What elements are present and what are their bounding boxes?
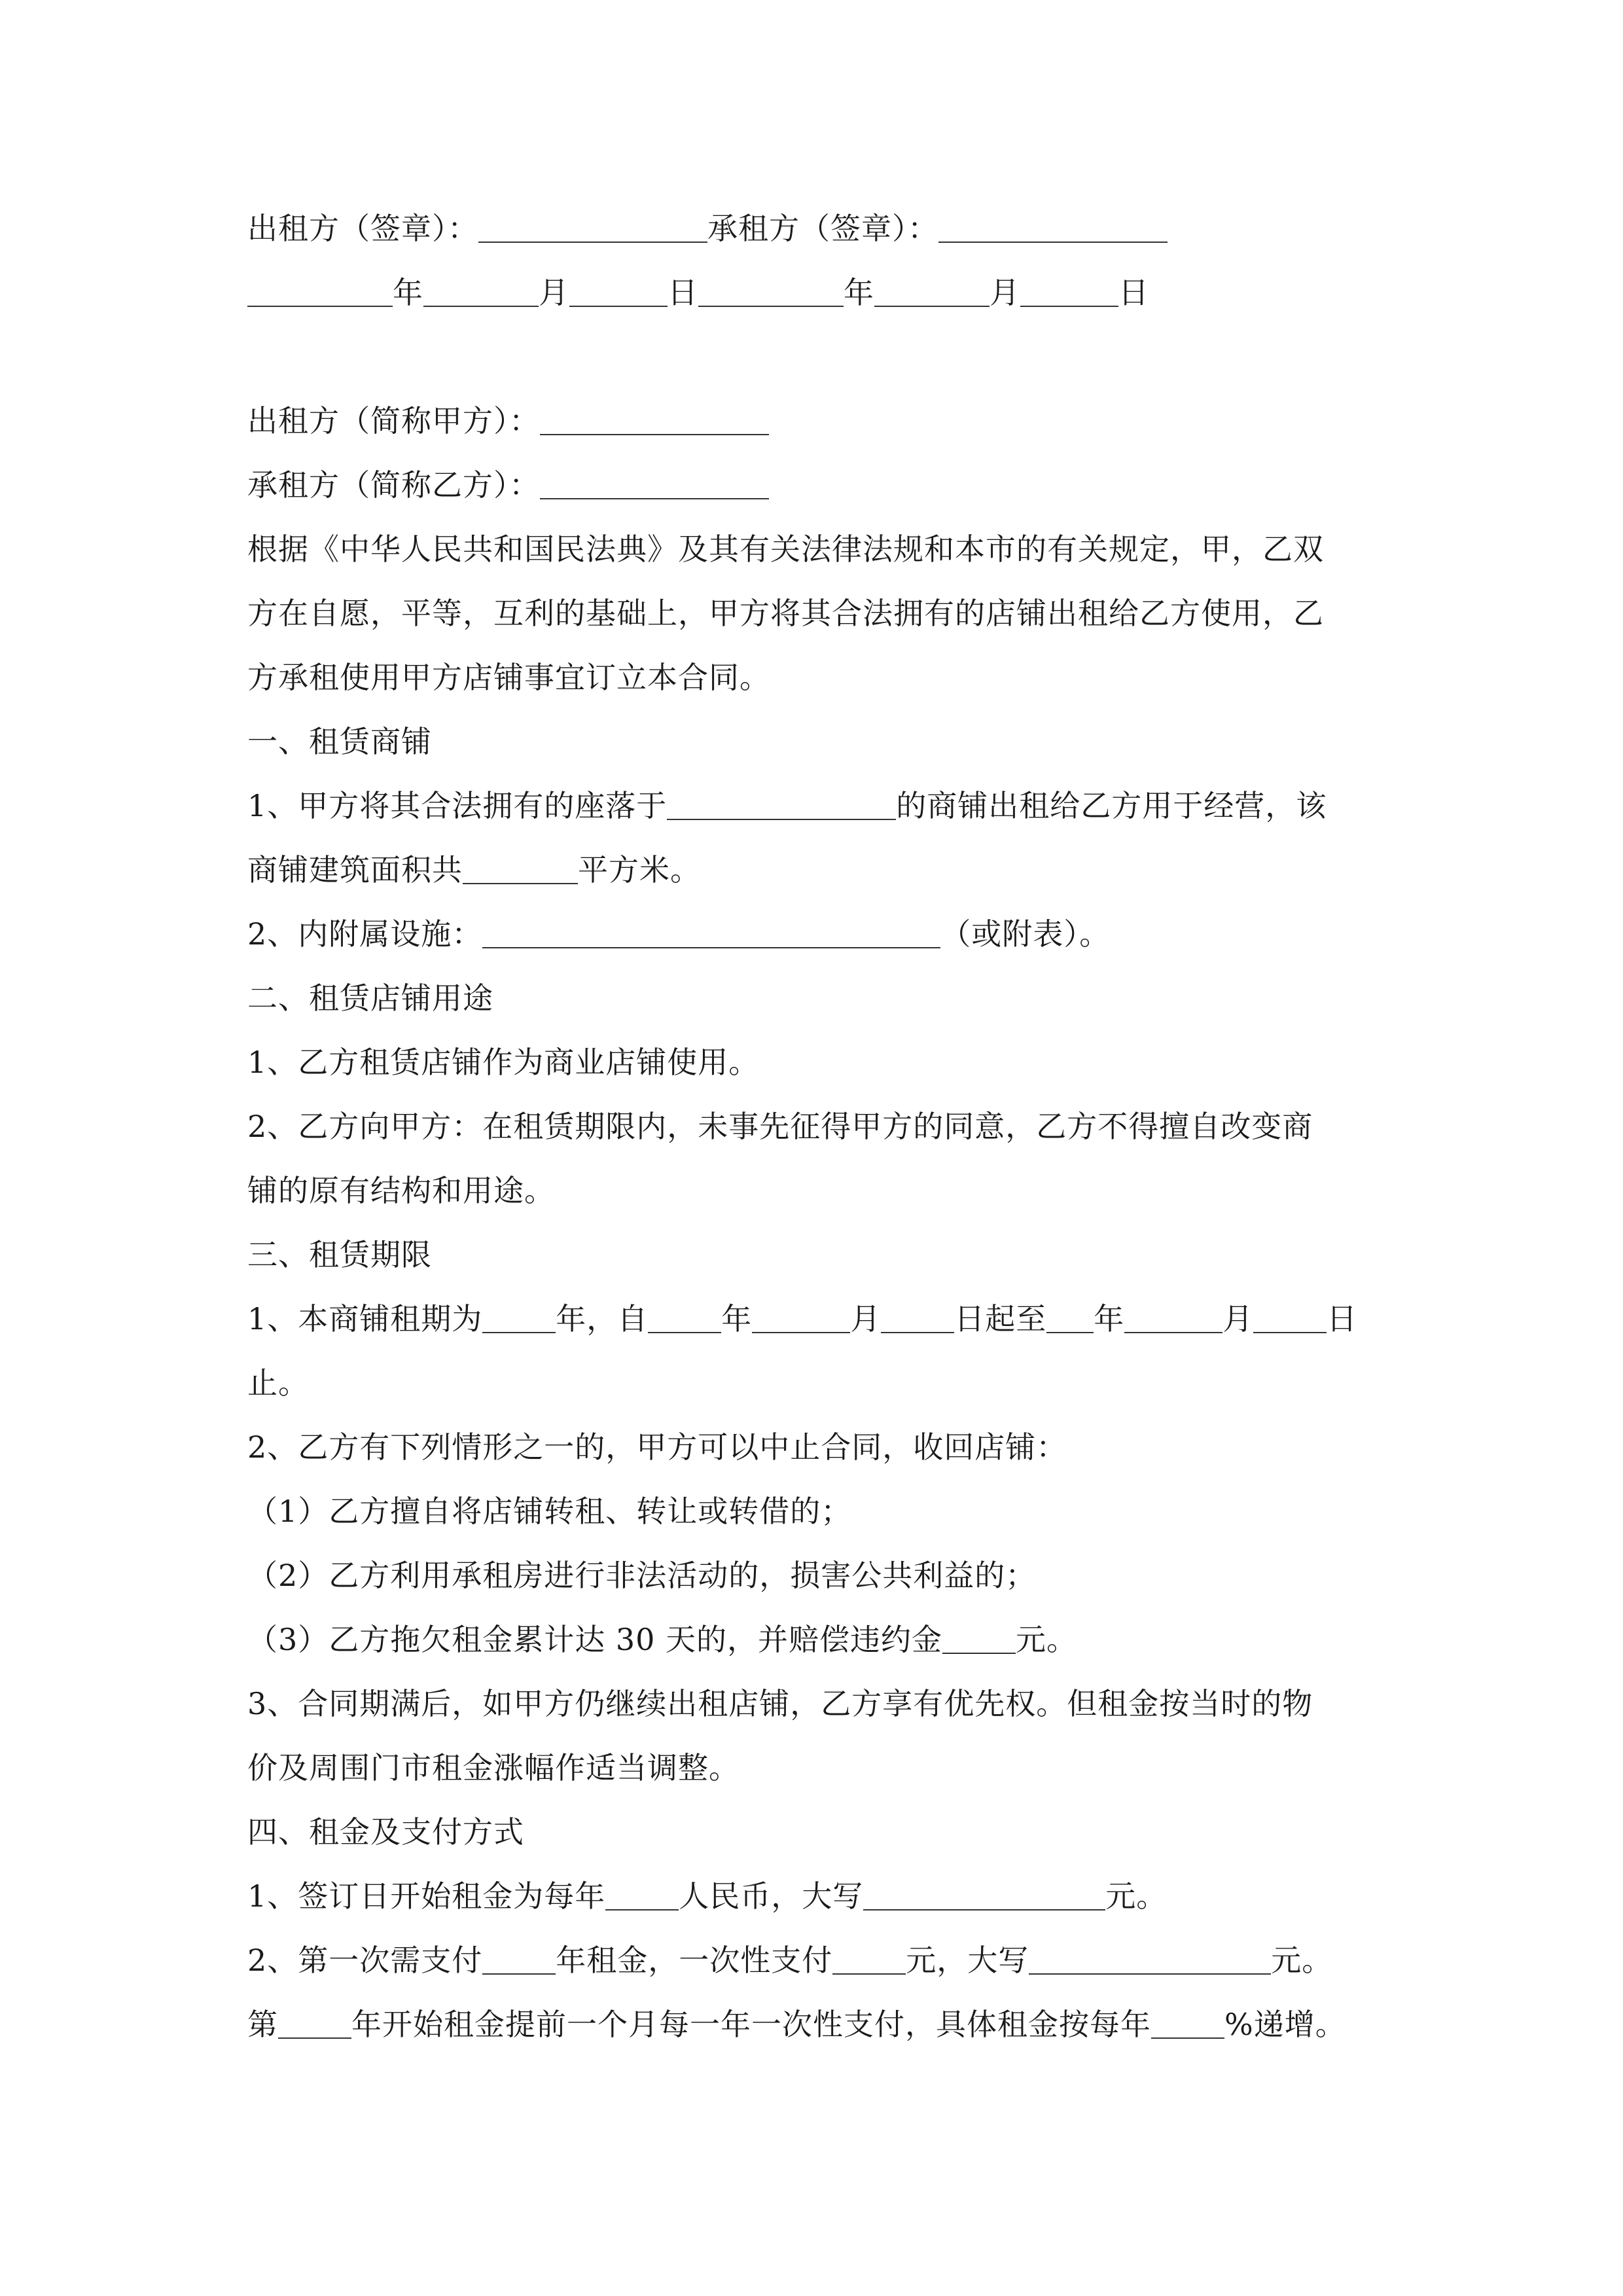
lessor-day-blank[interactable]	[569, 305, 668, 307]
clause-text: %递增。	[1224, 2007, 1346, 2042]
end-day-blank[interactable]	[1253, 1331, 1327, 1333]
clause-text: 年	[721, 1301, 753, 1336]
clause-text: 月	[850, 1301, 882, 1336]
clause-line	[247, 1864, 1399, 1928]
intro-line: 根据《中华人民共和国民法典》及其有关法律法规和本市的有关规定，甲，乙双	[247, 531, 1324, 567]
clause-text: 元。	[1271, 1943, 1333, 1978]
spacer	[247, 325, 1399, 389]
clause-line: 3、合同期满后，如甲方仍继续出租店铺，乙方享有优先权。但租金按当时的物	[247, 1686, 1313, 1721]
clause-text: 的商铺出租给乙方用于经营，该	[896, 788, 1327, 823]
facilities-blank[interactable]	[482, 946, 940, 948]
lessee-month-blank[interactable]	[874, 305, 990, 307]
clause-line	[247, 774, 1399, 838]
clause-line: 1、乙方租赁店铺作为商业店铺使用。	[247, 1045, 760, 1080]
clause-text: 2、第一次需支付	[247, 1943, 483, 1978]
lessor-signature-blank[interactable]	[478, 241, 707, 243]
clause-line: 铺的原有结构和用途。	[247, 1173, 555, 1208]
clause-text: 元。	[1016, 1622, 1078, 1657]
start-month-blank[interactable]	[752, 1331, 850, 1333]
party-lessor-row	[247, 389, 1399, 453]
clause-text: 2、内附属设施：	[247, 916, 483, 952]
rent-in-words-blank[interactable]	[863, 1909, 1105, 1910]
lessor-signature-label: 出租方（签章）：	[247, 211, 478, 246]
clause-line	[247, 1992, 1399, 2056]
clause-text: （或附表）。	[940, 916, 1111, 952]
clause-text: 元。	[1105, 1878, 1168, 1914]
clause-text: 元，大写	[906, 1943, 1029, 1978]
signature-row	[247, 196, 1399, 260]
date-year-label: 年	[393, 275, 423, 310]
sub-clause-line: （2）乙方利用承租房进行非法活动的，损害公共利益的；	[247, 1558, 1037, 1593]
sub-clause-line	[247, 1607, 1399, 1672]
section-title: 四、租金及支付方式	[247, 1814, 524, 1850]
date-day-label: 日	[668, 275, 698, 310]
party-lessor-label: 出租方（简称甲方）：	[247, 403, 540, 439]
first-payment-words-blank[interactable]	[1029, 1973, 1271, 1975]
clause-text: 日起至	[954, 1301, 1047, 1336]
contract-body	[247, 196, 1399, 2056]
clause-text: 人民币，大写	[679, 1878, 864, 1914]
clause-text: 日	[1327, 1301, 1358, 1336]
date-year-label-2: 年	[844, 275, 874, 310]
lessee-signature-blank[interactable]	[938, 241, 1168, 243]
clause-text: 年开始租金提前一个月每一年一次性支付，具体租金按每年	[351, 2007, 1151, 2042]
section-title: 二、租赁店铺用途	[247, 980, 493, 1016]
lessor-month-blank[interactable]	[423, 305, 539, 307]
date-month-label-2: 月	[990, 275, 1020, 310]
end-year-blank[interactable]	[1046, 1331, 1094, 1333]
section-title: 一、租赁商铺	[247, 724, 432, 759]
clause-text: 年租金，一次性支付	[556, 1943, 833, 1978]
intro-line: 方承租使用甲方店铺事宜订立本合同。	[247, 660, 770, 695]
clause-text: （3）乙方拖欠租金累计达 30 天的，并赔偿违约金	[247, 1622, 943, 1657]
clause-text: 商铺建筑面积共	[247, 852, 463, 888]
section-title: 三、租赁期限	[247, 1237, 432, 1272]
clause-line	[247, 1928, 1399, 1992]
clause-line	[247, 838, 1399, 902]
clause-line: 2、乙方有下列情形之一的，甲方可以中止合同，收回店铺：	[247, 1429, 1067, 1465]
clause-text: 1、本商铺租期为	[247, 1301, 483, 1336]
clause-text: 第	[247, 2007, 278, 2042]
date-row	[247, 260, 1399, 325]
party-lessee-row	[247, 453, 1399, 517]
increase-rate-blank[interactable]	[1151, 2037, 1224, 2039]
date-month-label: 月	[539, 275, 569, 310]
clause-text: 年，自	[556, 1301, 649, 1336]
clause-line: 2、乙方向甲方：在租赁期限内，未事先征得甲方的同意，乙方不得擅自改变商	[247, 1109, 1313, 1144]
start-year-blank[interactable]	[648, 1331, 721, 1333]
date-day-label-2: 日	[1118, 275, 1149, 310]
clause-line	[247, 1287, 1399, 1351]
intro-line: 方在自愿，平等，互利的基础上，甲方将其合法拥有的店铺出租给乙方使用，乙	[247, 596, 1324, 631]
clause-line: 价及周围门市租金涨幅作适当调整。	[247, 1750, 740, 1785]
lessee-year-blank[interactable]	[698, 305, 844, 307]
term-years-blank[interactable]	[482, 1331, 556, 1333]
clause-text: 月	[1222, 1301, 1254, 1336]
party-lessee-blank[interactable]	[540, 497, 769, 499]
penalty-blank[interactable]	[942, 1652, 1016, 1654]
clause-text: 1、甲方将其合法拥有的座落于	[247, 788, 668, 823]
clause-text: 年	[1094, 1301, 1125, 1336]
payment-start-year-blank[interactable]	[278, 2037, 351, 2039]
lessee-signature-label: 承租方（签章）：	[707, 211, 938, 246]
party-lessee-label: 承租方（简称乙方）：	[247, 467, 540, 503]
first-payment-amount-blank[interactable]	[832, 1973, 906, 1975]
clause-line: 止。	[247, 1365, 309, 1401]
clause-text: 平方米。	[578, 852, 701, 888]
lessee-day-blank[interactable]	[1020, 305, 1118, 307]
lessor-year-blank[interactable]	[247, 305, 393, 307]
end-month-blank[interactable]	[1124, 1331, 1222, 1333]
clause-line	[247, 902, 1399, 966]
clause-text: 1、签订日开始租金为每年	[247, 1878, 606, 1914]
sub-clause-line: （1）乙方擅自将店铺转租、转让或转借的；	[247, 1494, 852, 1529]
location-blank[interactable]	[667, 818, 896, 820]
area-blank[interactable]	[463, 882, 578, 884]
first-payment-years-blank[interactable]	[482, 1973, 556, 1975]
annual-rent-blank[interactable]	[605, 1909, 679, 1910]
start-day-blank[interactable]	[881, 1331, 954, 1333]
party-lessor-blank[interactable]	[540, 433, 769, 435]
